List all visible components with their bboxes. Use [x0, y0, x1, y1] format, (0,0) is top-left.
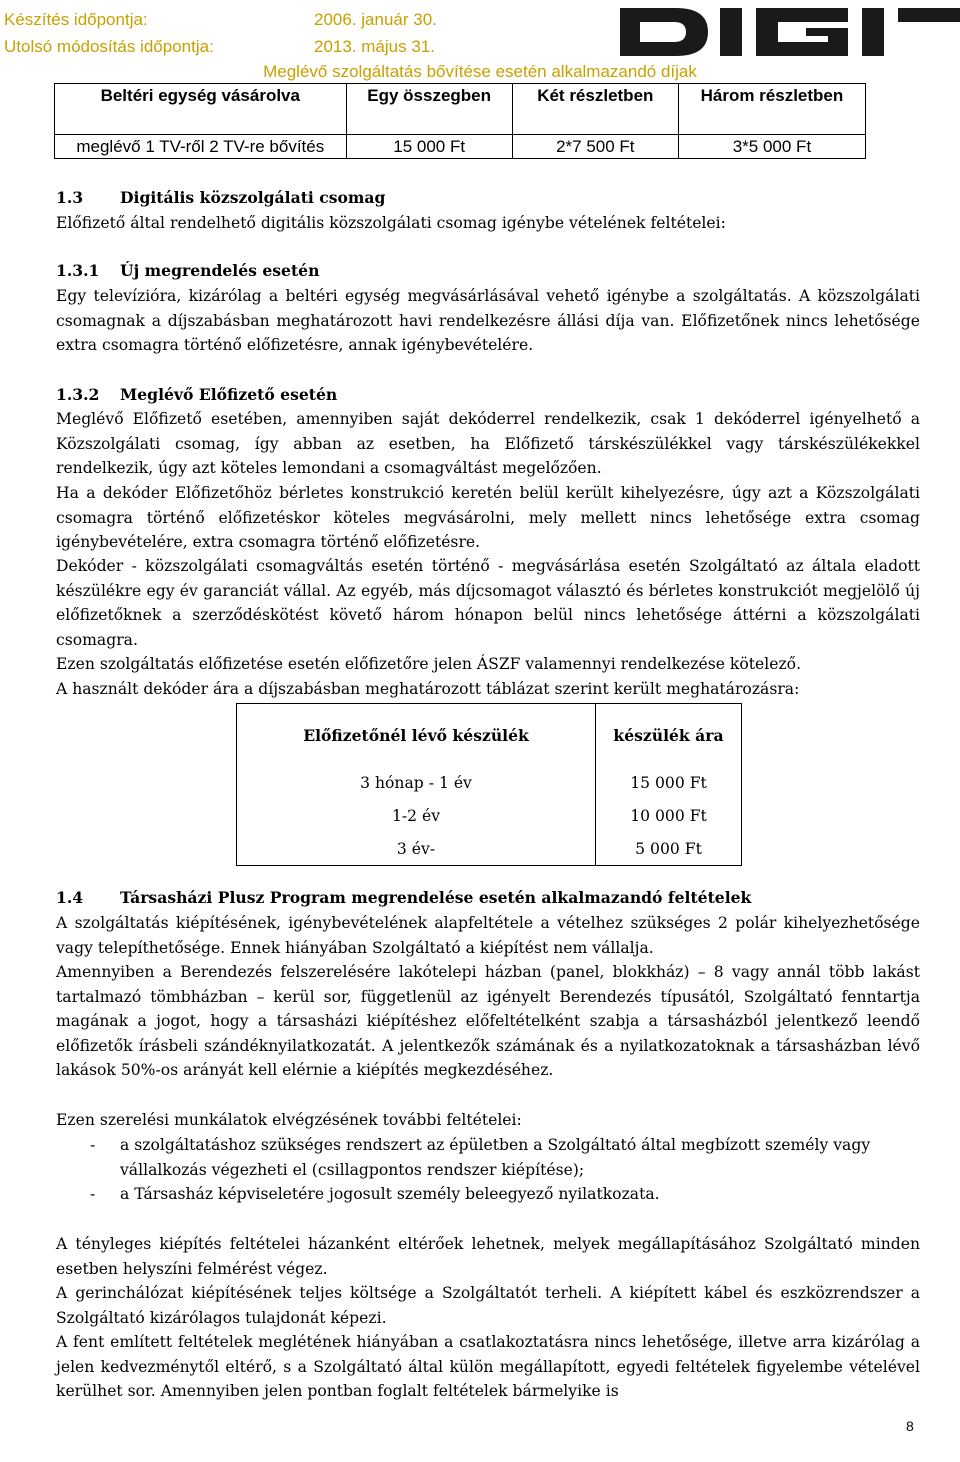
created-value: 2006. január 30.: [314, 10, 437, 29]
paragraph: A gerinchálózat kiépítésének teljes költsége a Szolgáltatót terheli. A kiépített kábel és eszközrendszer a Szolgáltató kizárólagos tulajdonát képezi.: [56, 1284, 920, 1327]
list-item: [90, 1182, 920, 1207]
device-price-table: [236, 703, 742, 866]
paragraph: Egy televízióra, kizárólag a beltéri egység megvásárlásával vehető igénybe a szolgáltatás. A közszolgálati csomagnak a díjszabásban meghatározott havi rendelkezésre állási díja van. Előfizetőnek nincs lehetősége extra csomagra történő előfizetésre, annak igénybevételére.: [56, 287, 920, 355]
paragraph: Dekóder - közszolgálati csomagváltás esetén történő - megvásárlása esetén Szolgáltató az általa eladott készülékre egy év garanciát vállal. Az egyéb, más díjcsomagot választó és bérletes konstrukciót megjelölő új előfizetőknek a szerződéskötést követő három hónapon belül nincs lehetősége áttérni a közszolgálati csomagra.: [56, 557, 920, 649]
fee-cell: 2*7 500 Ft: [512, 135, 678, 159]
device-cell: 15 000 Ft: [596, 766, 742, 799]
fee-table: [54, 83, 866, 159]
list-dash: -: [90, 1136, 96, 1154]
list-dash: -: [90, 1185, 96, 1204]
list-item-text: a Társasház képviseletére jogosult személy beleegyező nyilatkozata.: [120, 1185, 660, 1204]
page-number: 8: [906, 1418, 914, 1434]
section-title: Új megrendelés esetén: [120, 261, 320, 280]
section-title: Társasházi Plusz Program megrendelése esetén alkalmazandó feltételek: [120, 888, 752, 907]
paragraph: Ezen szerelési munkálatok elvégzésének további feltételei:: [56, 1111, 522, 1129]
paragraph: A tényleges kiépítés feltételei házanként eltérőek lehetnek, melyek megállapításához Szolgáltató minden esetben helyszíni felmérést végez.: [56, 1235, 920, 1278]
section-heading-1-3: [56, 186, 385, 210]
section-title: Digitális közszolgálati csomag: [120, 188, 386, 207]
table-row: [237, 766, 742, 799]
list-item-text: a szolgáltatáshoz szükséges rendszert az épületben a Szolgáltató által megbízott személy vagy vállalkozás végezheti el (csillagpontos rendszer kiépítése);: [120, 1136, 871, 1179]
device-header-cell: Előfizetőnél lévő készülék: [237, 704, 596, 767]
fee-header-cell: Két részletben: [512, 84, 678, 135]
modified-label: Utolsó módosítás időpontja:: [4, 37, 214, 56]
fee-header-cell: Egy összegben: [346, 84, 512, 135]
device-cell: 3 hónap - 1 év: [237, 766, 596, 799]
device-cell: 10 000 Ft: [596, 799, 742, 832]
created-label: Készítés időpontja:: [4, 10, 148, 29]
section-subtitle: Meglévő szolgáltatás bővítése esetén alkalmazandó díjak: [263, 62, 697, 81]
section-number: 1.3: [56, 188, 84, 207]
section-heading-1-3-1: [56, 259, 319, 283]
device-table-header: [237, 704, 742, 767]
device-cell: 3 év-: [237, 832, 596, 866]
table-row: [237, 832, 742, 866]
paragraph: A fent említett feltételek meglétének hiányában a csatlakoztatásra nincs lehetősége, illetve arra kizárólag a jelen kedvezménytől eltérő, s a Szolgáltató által külön megállapított, egyedi feltételek figyelembe vételével kerülhet sor. Amennyiben jelen pontban foglalt feltételek bármelyike is: [56, 1333, 920, 1401]
section-number: 1.3.2: [56, 385, 100, 404]
digi-logo: [616, 2, 960, 60]
paragraph: A használt dekóder ára a díjszabásban meghatározott táblázat szerint került meghatározásra:: [56, 680, 800, 698]
section-number: 1.3.1: [56, 261, 100, 280]
section-intro: Előfizető által rendelhető digitális közszolgálati csomag igénybe vételének feltételei:: [56, 214, 726, 232]
section-title: Meglévő Előfizető esetén: [120, 385, 338, 404]
paragraph: Ezen szolgáltatás előfizetése esetén előfizetőre jelen ÁSZF valamennyi rendelkezése kötelező.: [56, 655, 802, 673]
fee-header-cell: Beltéri egység vásárolva: [55, 84, 347, 135]
paragraph: A szolgáltatás kiépítésének, igénybevételének alapfeltétele a vételhez szükséges 2 polár kihelyezhetősége vagy telepíthetősége. Ennek hiányában Szolgáltató a kiépítést nem vállalja.: [56, 914, 920, 957]
table-row: [237, 799, 742, 832]
fee-header-cell: Három részletben: [678, 84, 865, 135]
paragraph: Meglévő Előfizető esetében, amennyiben saját dekóderrel rendelkezik, csak 1 dekóderrel igényelhető a Közszolgálati csomag, így abban az esetben, ha Előfizető társkészülékkel vagy társkészülékekkel rendelkezik, úgy azt köteles lemondani a csomagváltást megelőzően.: [56, 410, 920, 478]
modified-value: 2013. május 31.: [314, 37, 435, 56]
device-cell: 5 000 Ft: [596, 832, 742, 866]
fee-cell: 15 000 Ft: [346, 135, 512, 159]
section-heading-1-4: [56, 886, 751, 910]
fee-cell: 3*5 000 Ft: [678, 135, 865, 159]
conditions-list: [90, 1133, 920, 1207]
paragraph: Ha a dekóder Előfizetőhöz bérletes konstrukció keretén belül került kihelyezésre, úgy azt a Közszolgálati csomagra történő előfizetéskor köteles megvásárolni, mely mellett nincs lehetősége extra csomag igénybevételére, extra csomagra történő előfizetésre.: [56, 484, 920, 552]
fee-cell: meglévő 1 TV-ről 2 TV-re bővítés: [55, 135, 347, 159]
section-heading-1-3-2: [56, 383, 337, 407]
fee-table-header: [55, 84, 866, 135]
table-row: [55, 135, 866, 159]
device-header-cell: készülék ára: [596, 704, 742, 767]
device-cell: 1-2 év: [237, 799, 596, 832]
section-number: 1.4: [56, 888, 84, 907]
paragraph: Amennyiben a Berendezés felszerelésére lakótelepi házban (panel, blokkház) – 8 vagy annál több lakást tartalmazó tömbházban – kerül sor, függetlenül az igényelt Berendezés típusától, Szolgáltató fenntartja magának a jogot, hogy a társasházi kiépítéshez előfeltételként szabja a társasházból jelentkező leendő előfizetők írásbeli szándéknyilatkozatát. A jelentkezők számának és a nyilatkozatoknak a társasházban lévő lakások 50%-os arányát kell elérnie a kiépítés megkezdéséhez.: [56, 963, 920, 1080]
list-item: [90, 1133, 920, 1182]
